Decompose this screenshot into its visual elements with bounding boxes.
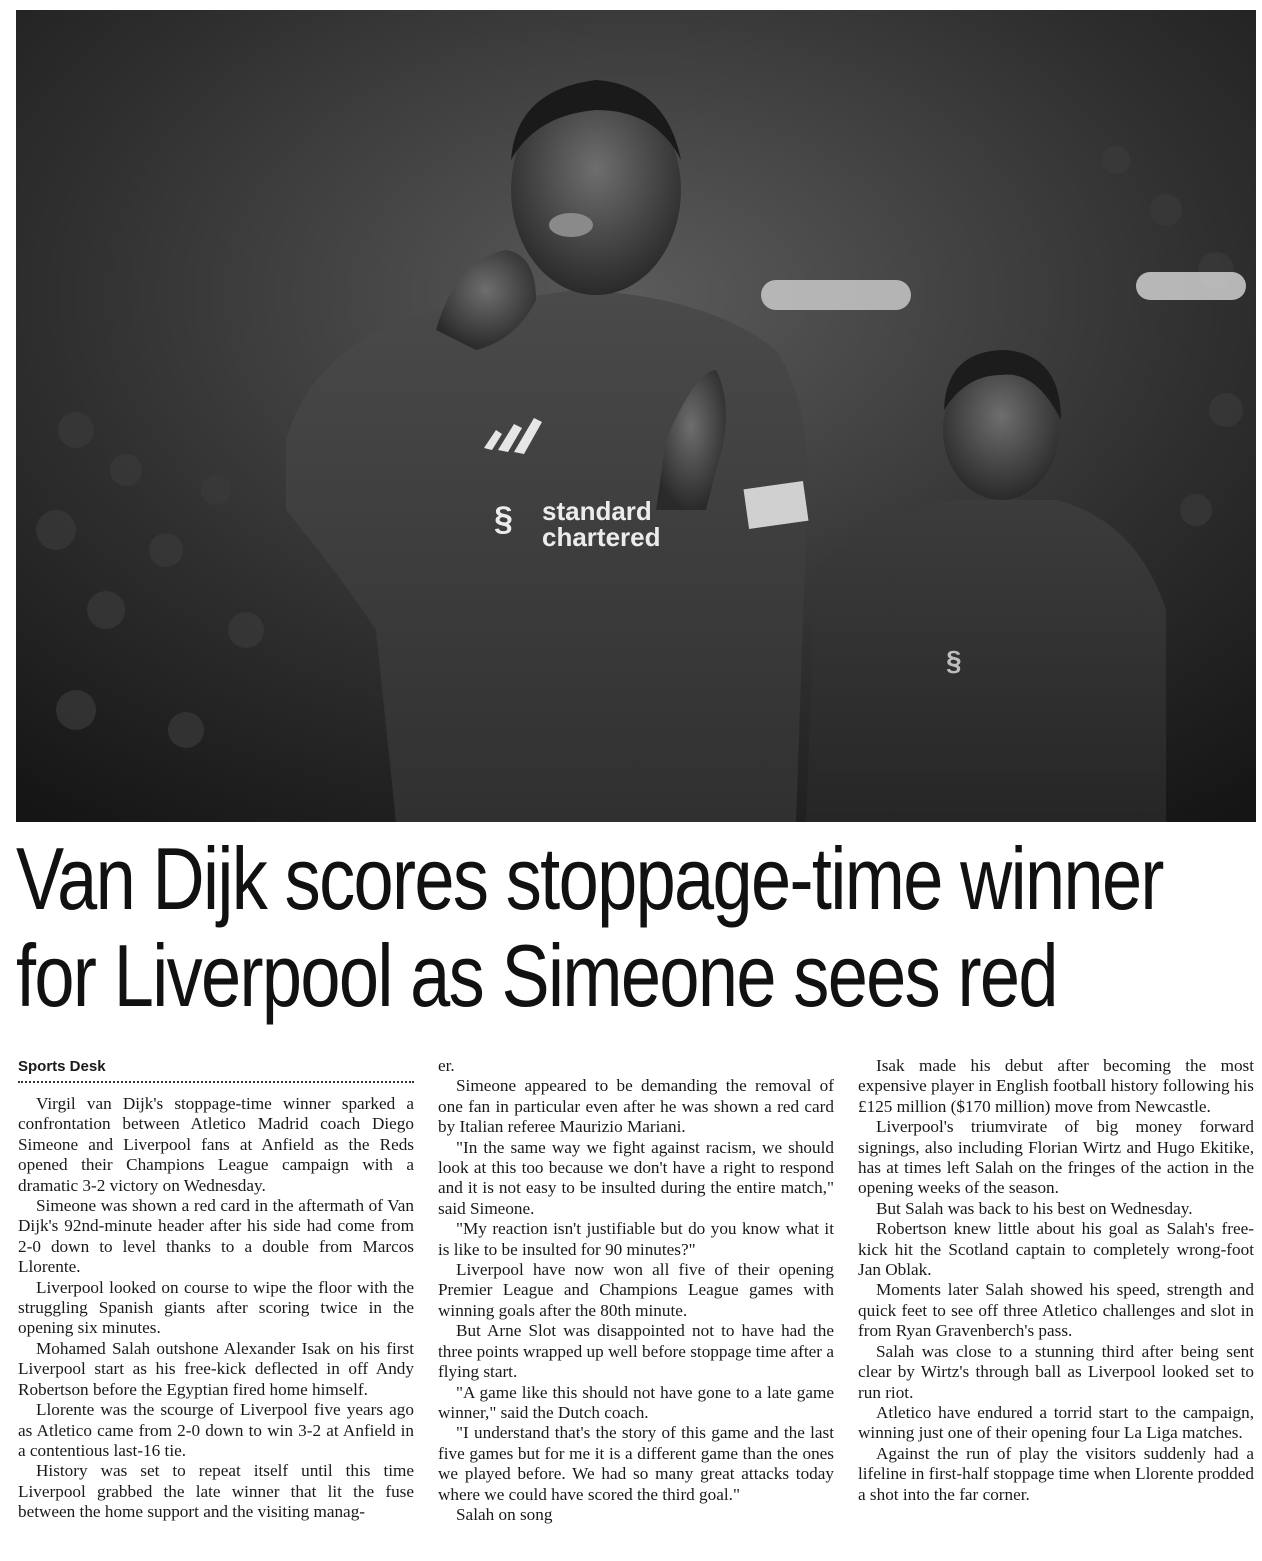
paragraph: Salah was close to a stunning third after being sent clear by Wirtz's through ball as Liverpool looked set to run riot. xyxy=(858,1341,1254,1402)
sponsor-logo-mark: § xyxy=(494,500,513,538)
paragraph: Simeone appeared to be demanding the removal of one fan in particular even after he was shown a red card by Italian referee Maurizio Mariani. xyxy=(438,1076,834,1137)
article-column-2 xyxy=(438,1056,834,1525)
sponsor-text-line2: chartered xyxy=(542,522,661,552)
article-column-1 xyxy=(18,1056,414,1523)
paragraph: "My reaction isn't justifiable but do you know what it is like to be insulted for 90 minutes?" xyxy=(438,1219,834,1259)
paragraph: But Arne Slot was disappointed not to have had the three points wrapped up well before stoppage time after a flying start. xyxy=(438,1321,834,1382)
paragraph: Liverpool have now won all five of their opening Premier League and Champions League games with winning goals after the 80th minute. xyxy=(438,1260,834,1320)
paragraph: Atletico have endured a torrid start to the campaign, winning just one of their opening four La Liga matches. xyxy=(858,1402,1254,1443)
paragraph: Against the run of play the visitors suddenly had a lifeline in first-half stoppage time when Llorente prodded a shot into the far corner. xyxy=(858,1443,1254,1504)
paragraph: Robertson knew little about his goal as Salah's free-kick hit the Scotland captain to completely wrong-foot Jan Oblak. xyxy=(858,1219,1254,1280)
subheading: Salah on song xyxy=(456,1504,553,1524)
svg-text:§: § xyxy=(946,645,962,676)
paragraph: Virgil van Dijk's stoppage-time winner sparked a confrontation between Atletico Madrid coach Diego Simeone and Liverpool fans at Anfield as the Reds opened their Champions League campaign with a dramatic 3-2 victory on Wednesday. xyxy=(18,1094,414,1195)
paragraph: But Salah was back to his best on Wednesday. xyxy=(876,1198,1193,1218)
byline: Sports Desk xyxy=(18,1056,414,1083)
paragraph: Moments later Salah showed his speed, strength and quick feet to see off three Atletico challenges and slot in from Ryan Gravenberch's pass. xyxy=(858,1280,1254,1341)
paragraph: Isak made his debut after becoming the most expensive player in English football history following his £125 million ($170 million) move from Newcastle. xyxy=(858,1056,1254,1116)
paragraph: "In the same way we fight against racism, we should look at this too because we don't have a right to respond and it is not easy to be insulted during the entire match," said Simeone. xyxy=(438,1137,834,1218)
paragraph: Mohamed Salah outshone Alexander Isak on his first Liverpool start as his free-kick deflected in off Andy Robertson before the Egyptian fired home himself. xyxy=(18,1338,414,1399)
paragraph: "A game like this should not have gone to a late game winner," said the Dutch coach. xyxy=(438,1382,834,1422)
article-photo xyxy=(16,10,1256,822)
paragraph-continuation: er. xyxy=(438,1056,455,1075)
paragraph: Liverpool looked on course to wipe the floor with the struggling Spanish giants after scoring twice in the opening six minutes. xyxy=(18,1277,414,1338)
paragraph: Llorente was the scourge of Liverpool five years ago as Atletico came from 2-0 down to win 3-2 at Anfield in a contentious last-16 tie. xyxy=(18,1400,414,1460)
paragraph: Liverpool's triumvirate of big money forward signings, also including Florian Wirtz and Hugo Ekitike, has at times left Salah on the fringes of the action in the opening weeks of the season. xyxy=(858,1117,1254,1198)
sponsor-text-line1: standard xyxy=(542,496,652,526)
paragraph: "I understand that's the story of this game and the last five games but for me it is a different game than the ones we played before. We had so many great attacks today where we could have scored the third goal." xyxy=(438,1423,834,1504)
headline xyxy=(16,830,1256,1024)
headline-line-2: for Liverpool as Simeone sees red xyxy=(16,926,1057,1025)
player-celebration-image xyxy=(16,10,1256,822)
headline-line-1: Van Dijk scores stoppage-time winner xyxy=(16,829,1163,928)
article-column-3 xyxy=(858,1056,1254,1505)
paragraph: Simeone was shown a red card in the aftermath of Van Dijk's 92nd-minute header after his side had come from 2-0 down to level thanks to a double from Marcos Llorente. xyxy=(18,1196,414,1277)
paragraph: History was set to repeat itself until this time Liverpool grabbed the late winner that lit the fuse between the home support and the visiting manag- xyxy=(18,1461,414,1522)
